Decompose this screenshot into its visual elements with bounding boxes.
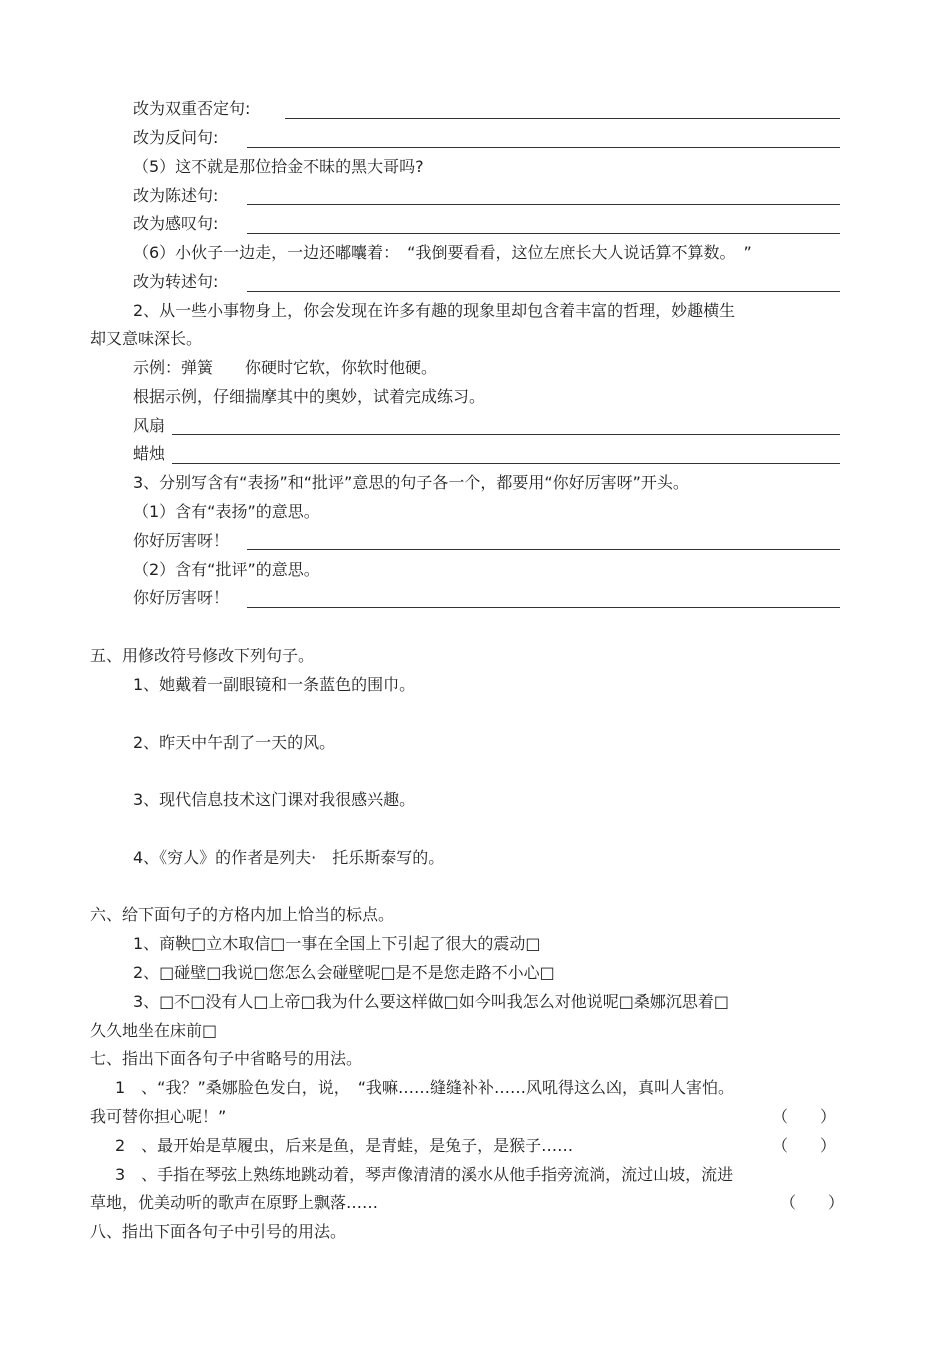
declarative-label: 改为陈述句: (133, 186, 219, 205)
q3-criticism-instruction: （2）含有“批评”的意思。 (133, 560, 320, 579)
part7-sentence-1-line2: 我可替你担心呢！” (90, 1107, 227, 1126)
part5-sentence-4: 4、《穷人》的作者是列夫· 托乐斯泰写的。 (133, 848, 445, 867)
indirect-speech-label: 改为转述句: (133, 272, 219, 291)
answer-parens-3[interactable]: （ ） (780, 1193, 845, 1212)
exclamatory-label: 改为感叹句: (133, 214, 219, 233)
declarative-answer-line[interactable] (247, 204, 840, 205)
part5-sentence-1: 1、她戴着一副眼镜和一条蓝色的围巾。 (133, 675, 416, 694)
candle-answer-line[interactable] (172, 463, 840, 464)
part7-sentence-2: 2 、最开始是草履虫，后来是鱼，是青蛙，是兔子，是猴子…… (115, 1136, 574, 1155)
q2-instruction: 根据示例，仔细揣摩其中的奥妙，试着完成练习。 (133, 387, 486, 406)
part5-heading: 五、用修改符号修改下列句子。 (90, 646, 315, 665)
rhetorical-answer-line[interactable] (247, 147, 840, 148)
item6-quote: （6）小伙子一边走，一边还嘟囔着： “我倒要看看，这位左庶长大人说话算不算数。 ” (133, 243, 752, 262)
fan-label: 风扇 (133, 416, 166, 435)
double-negative-answer-line[interactable] (285, 118, 840, 119)
fan-answer-line[interactable] (172, 434, 840, 435)
part7-sentence-1-line1: 1 、“我？”桑娜脸色发白，说， “我嘛……缝缝补补……风吼得这么凶，真叫人害怕。 (115, 1078, 735, 1097)
part7-sentence-3-line1: 3 、手指在琴弦上熟练地跳动着，琴声像清清的溪水从他手指旁流淌，流过山坡，流进 (115, 1165, 734, 1184)
q2-example: 示例：弹簧 你硬时它软，你软时他硬。 (133, 358, 438, 377)
criticism-answer-line[interactable] (247, 607, 840, 608)
q3-criticism-start: 你好厉害呀！ (133, 588, 230, 607)
part5-sentence-3: 3、现代信息技术这门课对我很感兴趣。 (133, 790, 416, 809)
answer-parens-1[interactable]: （ ） (772, 1107, 837, 1126)
part6-sentence-2: 2、□碰壁□我说□您怎么会碰壁呢□是不是您走路不小心□ (133, 963, 555, 982)
part5-sentence-2: 2、昨天中午刮了一天的风。 (133, 733, 336, 752)
part7-heading: 七、指出下面各句子中省略号的用法。 (90, 1049, 363, 1068)
q3-prompt: 3、分别写含有“表扬”和“批评”意思的句子各一个，都要用“你好厉害呀”开头。 (133, 473, 689, 492)
rhetorical-label: 改为反问句: (133, 128, 219, 147)
double-negative-label: 改为双重否定句: (133, 99, 251, 118)
indirect-speech-answer-line[interactable] (247, 291, 840, 292)
praise-answer-line[interactable] (247, 549, 840, 550)
exclamatory-answer-line[interactable] (247, 233, 840, 234)
part6-heading: 六、给下面句子的方格内加上恰当的标点。 (90, 905, 395, 924)
part7-sentence-3-line2: 草地，优美动听的歌声在原野上飘落…… (90, 1193, 379, 1212)
q3-praise-instruction: （1）含有“表扬”的意思。 (133, 502, 320, 521)
part6-sentence-3-line2: 久久地坐在床前□ (90, 1021, 218, 1040)
q2-line2: 却又意味深长。 (90, 329, 203, 348)
part6-sentence-3-line1: 3、□不□没有人□上帝□我为什么要这样做□如今叫我怎么对他说呢□桑娜沉思着□ (133, 992, 730, 1011)
item5-question: （5）这不就是那位拾金不昧的黑大哥吗? (133, 157, 424, 176)
candle-label: 蜡烛 (133, 444, 166, 463)
q2-line1: 2、从一些小事物身上，你会发现在许多有趣的现象里却包含着丰富的哲理，妙趣横生 (133, 301, 736, 320)
answer-parens-2[interactable]: （ ） (772, 1136, 837, 1155)
q3-praise-start: 你好厉害呀！ (133, 531, 230, 550)
part6-sentence-1: 1、商鞅□立木取信□一事在全国上下引起了很大的震动□ (133, 934, 541, 953)
part8-heading: 八、指出下面各句子中引号的用法。 (90, 1222, 347, 1241)
